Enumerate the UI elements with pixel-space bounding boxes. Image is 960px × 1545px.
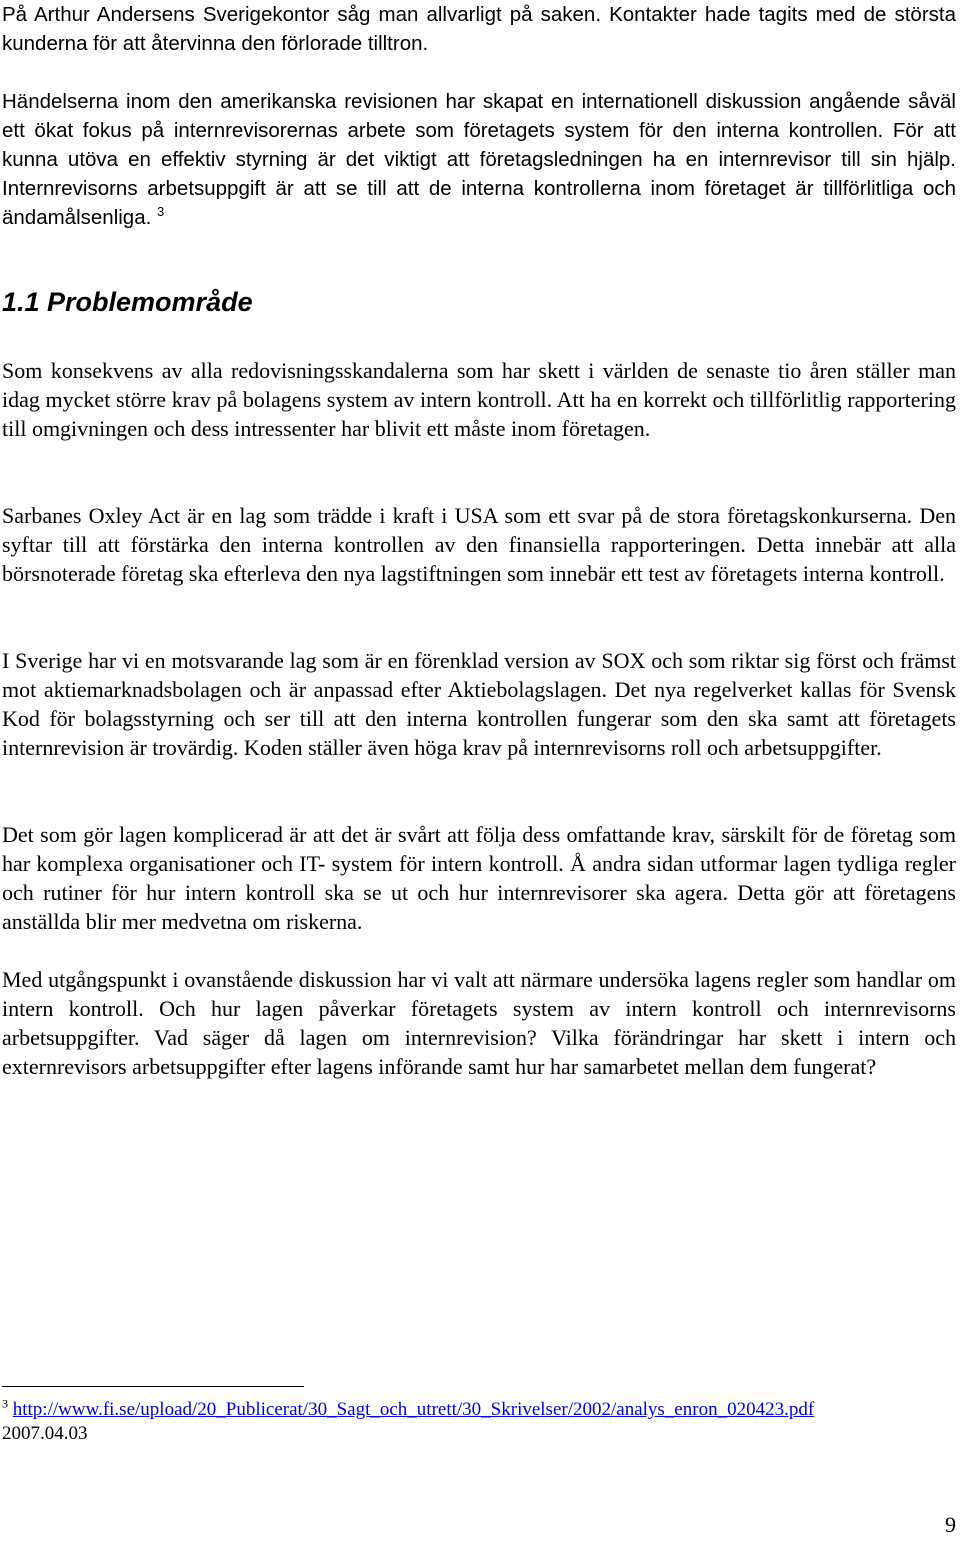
footnote-divider	[2, 1386, 304, 1387]
section-heading: 1.1 Problemområde	[2, 287, 253, 317]
footnote	[2, 1398, 956, 1446]
intro-paragraph-2-text: Händelserna inom den amerikanska revisionen har skapat en internationell diskussion angående såväl ett ökat fokus på internrevisorernas arbete som företagets system för den interna kontrollen. För att kunna utöva en effektiv styrning är det viktigt att företagsledningen ha en internrevisor till sin hjälp. Internrevisorns arbetsuppgift är att se till att de interna kontrollerna inom företaget är tillförlitliga och ändamålsenliga.	[2, 90, 956, 229]
footnote-number: 3	[2, 1396, 8, 1411]
body-paragraph-3: I Sverige har vi en motsvarande lag som är en förenklad version av SOX och som riktar sig först och främst mot aktiemarknadsbolagen och är anpassad efter Aktiebolagslagen. Det nya regelverket kallas för Svensk Kod för bolagsstyrning och ser till att den interna kontrollen fungerar som den ska samt att företagets internrevision är trovärdig. Koden ställer även höga krav på internrevisorns roll och arbetsuppgifter.	[2, 648, 956, 760]
footnote-link[interactable]: http://www.fi.se/upload/20_Publicerat/30_Sagt_och_utrett/30_Skrivelser/2002/analys_enron_020423.pdf	[12, 1399, 815, 1420]
body-paragraph-5: Med utgångspunkt i ovanstående diskussion har vi valt att närmare undersöka lagens regler som handlar om intern kontroll. Och hur lagen påverkar företagets system av intern kontroll och internrevisorns arbetsuppgifter. Vad säger då lagen om internrevision? Vilka förändringar har skett i intern och externrevisors arbetsuppgifter efter lagens införande samt hur har samarbetet mellan dem fungerat?	[2, 967, 956, 1079]
intro-paragraph-1: På Arthur Andersens Sverigekontor såg man allvarligt på saken. Kontakter hade tagits med de största kunderna för att återvinna den förlorade tilltron.	[2, 3, 956, 55]
page-number: 9	[945, 1512, 956, 1537]
footnote-line-1	[2, 1398, 956, 1422]
body-paragraph-4: Det som gör lagen komplicerad är att det är svårt att följa dess omfattande krav, särskilt för de företag som har komplexa organisationer och IT- system för intern kontroll. Å andra sidan utformar lagen tydliga regler och rutiner för hur intern kontroll ska se ut och hur internrevisorer ska agera. Detta gör att företagens anställda blir mer medvetna om riskerna.	[2, 822, 956, 934]
intro-paragraph-2	[2, 87, 956, 232]
body-paragraph-1: Som konsekvens av alla redovisningsskandalerna som har skett i världen de senaste tio åren ställer man idag mycket större krav på bolagens system av intern kontroll. Att ha en korrekt och tillförlitlig rapportering till omgivningen och dess intressenter har blivit ett måste inom företagen.	[2, 358, 956, 441]
footnote-reference: 3	[157, 204, 165, 220]
footnote-date: 2007.04.03	[2, 1423, 88, 1444]
body-paragraph-2: Sarbanes Oxley Act är en lag som trädde i kraft i USA som ett svar på de stora företagskonkurserna. Den syftar till att förstärka den interna kontrollen av den finansiella rapporteringen. Detta innebär att alla börsnoterade företag ska efterleva den nya lagstiftningen som innebär ett test av företagets interna kontroll.	[2, 503, 956, 586]
